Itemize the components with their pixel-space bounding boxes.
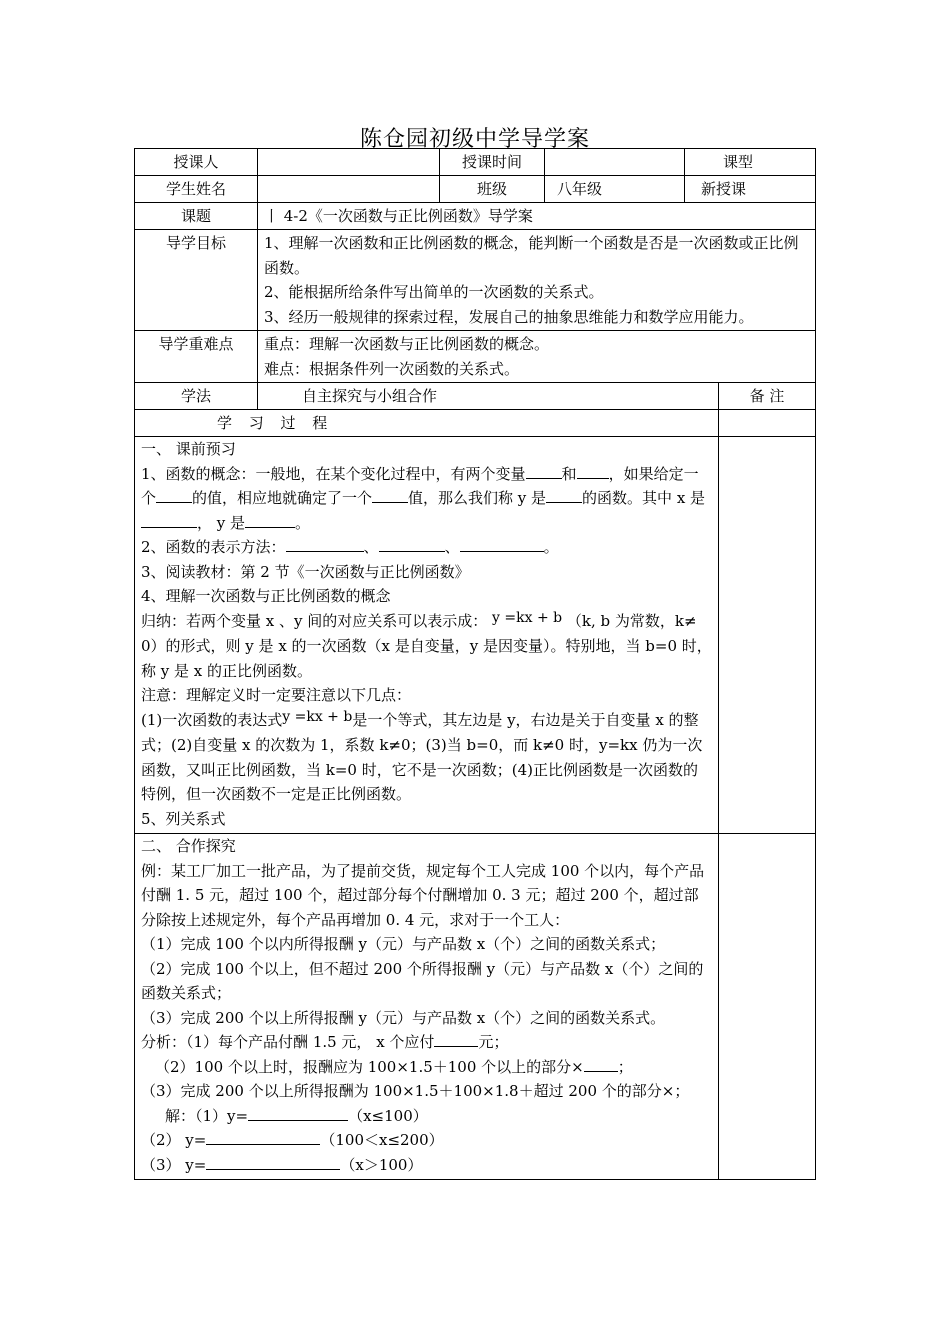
analysis-2-text: （2）100 个以上时，报酬应为 100×1.5＋100 个以上的部分× [155,1057,584,1076]
section2-cell [135,834,719,1180]
solution-1-range: （x≤100） [348,1106,428,1125]
preview-item-2 [141,535,712,560]
row-method [135,383,816,410]
blank-analysis-1[interactable] [434,1032,478,1047]
class-value-text: 八年级 [557,180,603,198]
row-section1 [135,437,816,834]
row-student [135,176,816,203]
goal-item: 3、经历一般规律的探索过程，发展自己的抽象思维能力和数学应用能力。 [264,307,754,326]
blank-analysis-2[interactable] [584,1057,618,1072]
blank-variable-2[interactable] [577,464,609,479]
blank-x-is[interactable] [141,513,197,528]
row-goals [135,230,816,331]
teacher-value [258,149,440,176]
blank-determined[interactable] [372,488,408,503]
preview-item-1 [141,462,712,536]
example-paragraph: 例：某工厂加工一批产品，为了提前交货，规定每个工人完成 100 个以内，每个产品付酬 1. 5 元，超过 100 个，超过部分每个付酬增加 0. 3 元；超过 200 个，超过部分除按上述规定外，每个产品再增加 0. 4 元，求对于一个工人： [141,861,705,929]
keypoints-label: 导学重难点 [135,331,258,383]
keypoint-item: 重点：理解一次函数与正比例函数的概念。 [264,335,550,353]
solution-2-text: （2） y= [141,1131,207,1149]
question-3: （3）完成 200 个以上所得报酬 y（元）与产品数 x（个）之间的函数关系式。 [141,1008,666,1027]
goals-label: 导学目标 [135,230,258,331]
row-teacher [135,149,816,176]
summary-paragraph [141,609,712,684]
blank-solution-3[interactable] [206,1155,340,1170]
lesson-plan-table [134,148,816,1180]
class-label: 班级 [440,176,545,203]
teacher-label: 授课人 [135,149,258,176]
row-process [135,410,816,437]
solution-1-text: 解：（1）y= [165,1106,249,1125]
method-label: 学法 [135,383,258,410]
note-text-b: 是一个等式，其左边是 y，右边是关于自变量 x 的整式；(2)自变量 x 的次数为 1，系数 k≠0；(3)当 b=0，而 k≠0 时，y=kx 仍为一次函数，又叫正比例函数，当 k=0 时，它不是一次函数；(4)正比例函数是一次函数的特例，但一次函数不一定是正比例函数。 [141,710,703,803]
summary-text-a: 归纳：若两个变量 x 、y 间的对应关系可以表示成： [141,611,488,630]
preview-item-3: 3、阅读教材：第 2 节《一次函数与正比例函数》 [141,562,470,581]
time-label: 授课时间 [440,149,545,176]
course-type: 新授课 [701,180,747,198]
question-2: （2）完成 100 个以上，但不超过 200 个所得报酬 y（元）与产品数 x（个）之间的函数关系式； [141,959,704,1002]
row-section2 [135,834,816,1180]
section2-heading: 二、 合作探究 [141,837,236,855]
method-value: 自主探究与小组合作 [302,387,438,405]
analysis-1 [141,1030,712,1055]
process-label: 学 习 过 程 [217,414,334,432]
time-value [545,149,685,176]
item2-sep: 、 [363,538,379,556]
blank-function-of[interactable] [546,488,582,503]
question-1: （1）完成 100 个以内所得报酬 y（元）与产品数 x（个）之间的函数关系式； [141,935,666,953]
note-paragraph [141,708,712,807]
blank-method-3[interactable] [460,537,544,552]
blank-method-2[interactable] [379,537,445,552]
student-label: 学生姓名 [135,176,258,203]
blank-solution-1[interactable] [248,1106,348,1121]
preview-item-4: 4、理解一次函数与正比例函数的概念 [141,587,391,605]
item1-text-a: 1、函数的概念：一般地，在某个变化过程中，有两个变量 [141,464,526,483]
note-text-a: (1)一次函数的表达式 [141,710,283,729]
note-heading: 注意：理解定义时一定要注意以下几点： [141,686,412,704]
topic-cell [258,203,816,230]
item2-end: 。 [543,538,559,556]
notes-label: 备 注 [719,383,816,410]
blank-method-1[interactable] [286,537,364,552]
analysis-2 [141,1055,712,1080]
item1-text-e: 值，那么我们称 y 是 [408,489,547,507]
topic-value: 丨 4-2《一次函数与正比例函数》导学案 [264,207,533,225]
section1-heading: 一、 课前预习 [141,440,236,458]
item1-text-h: 。 [295,513,311,532]
solution-3 [141,1153,712,1178]
blank-variable-1[interactable] [526,464,562,479]
keypoints-cell [258,331,816,383]
summary-text-b: （k, b 为常数，k≠0）的形式，则 y 是 x 的一次函数（x 是自变量，y 是因变量）。特别地，当 b=0 时，称 y 是 x 的正比例函数。 [141,611,712,680]
notes-section1 [719,437,816,834]
row-topic [135,203,816,230]
topic-label: 课题 [135,203,258,230]
item1-text-d: 的值，相应地就确定了一个 [192,489,373,507]
item1-text-c: ，如果给定一个 [141,464,699,507]
goal-item: 2、能根据所给条件写出简单的一次函数的关系式。 [264,283,604,301]
analysis-3: （3）完成 200 个以上所得报酬为 100×1.5＋100×1.8＋超过 200 个的部分×； [141,1082,690,1100]
item1-text-f: 的函数。其中 x 是 [582,489,706,507]
class-value [545,176,685,203]
preview-item-5: 5、列关系式 [141,809,226,828]
solution-3-text: （3） y= [141,1155,207,1174]
formula-linear: y =kx + b [492,609,563,626]
page-title: 陈仓园初级中学导学案 [359,127,590,152]
notes-section2 [719,834,816,1180]
blank-y-is[interactable] [245,513,295,528]
process-cell [135,410,719,437]
solution-1 [141,1104,712,1129]
type-cell [685,149,816,176]
goals-cell [258,230,816,331]
analysis-1-end: 元； [478,1033,509,1051]
keypoint-item: 难点：根据条件列一次函数的关系式。 [264,359,520,378]
item1-text-b: 和 [561,464,577,483]
solution-3-range: （x＞100） [340,1155,423,1174]
notes-empty [719,410,816,437]
item2-sep: 、 [444,538,460,556]
solution-2-range: （100＜x≤200） [320,1131,444,1149]
course-type-cell [685,176,816,203]
analysis-2-end: ； [617,1057,633,1076]
item1-text-g: ， y 是 [197,513,246,532]
item2-text: 2、函数的表示方法： [141,538,286,556]
type-label: 课型 [723,153,754,171]
student-value [258,176,440,203]
formula-linear-2: y =kx + b [282,708,353,725]
method-cell [258,383,719,410]
goal-item: 1、理解一次函数和正比例函数的概念，能判断一个函数是否是一次函数或正比例函数。 [264,234,799,277]
blank-given[interactable] [156,488,192,503]
solution-2 [141,1128,712,1153]
section1-cell [135,437,719,834]
analysis-1-text: 分析：（1）每个产品付酬 1.5 元， x 个应付 [141,1033,435,1051]
row-keypoints [135,331,816,383]
blank-solution-2[interactable] [206,1130,320,1145]
